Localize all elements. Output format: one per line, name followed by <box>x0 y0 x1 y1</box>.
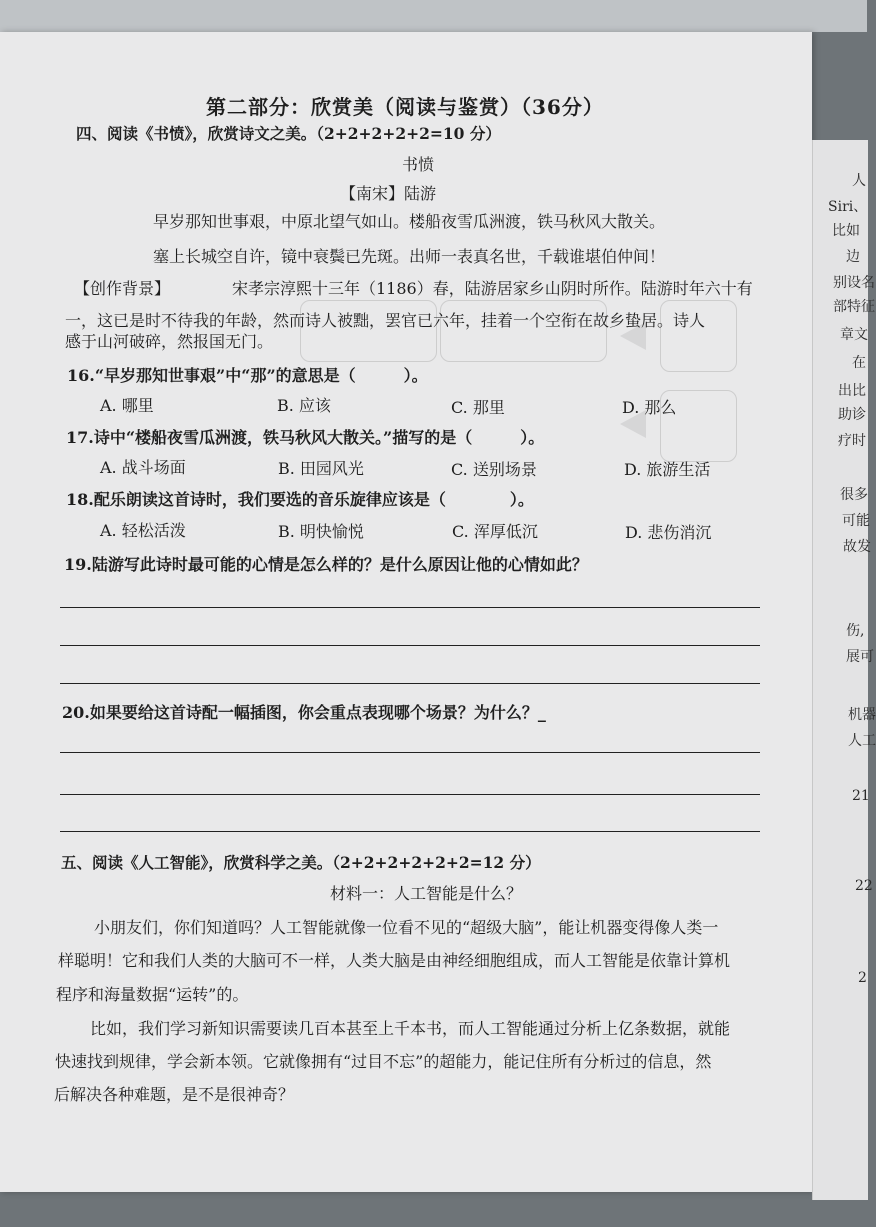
answer-line[interactable] <box>60 683 760 684</box>
margin-fragment: 可能 <box>842 513 870 529</box>
material-title: 材料一：人工智能是什么？ <box>330 884 523 903</box>
background-line-3: 感于山河破碎，然报国无门。 <box>65 332 274 351</box>
margin-fragment: Siri、 <box>828 199 868 215</box>
margin-fragment: 别设名 <box>833 275 875 291</box>
margin-fragment: 疗时 <box>838 433 866 449</box>
section5-heading: 五、阅读《人工智能》，欣赏科学之美。（2+2+2+2+2+2=12 分） <box>61 853 541 872</box>
show-through-box <box>300 300 437 362</box>
para1-line-2: 样聪明！它和我们人类的大脑可不一样，人类大脑是由神经细胞组成，而人工智能是依靠计算机 <box>58 951 731 970</box>
background-label: 【创作背景】 <box>74 279 171 298</box>
poem-author: 【南宋】陆游 <box>340 184 437 203</box>
margin-fragment: 22 <box>855 878 873 894</box>
margin-fragment: 助诊 <box>838 407 866 423</box>
answer-line[interactable] <box>60 794 760 795</box>
margin-fragment: 章文 <box>840 327 868 343</box>
margin-fragment: 出比 <box>838 383 866 399</box>
poem-line-1: 早岁那知世事艰，中原北望气如山。楼船夜雪瓜洲渡，铁马秋风大散关。 <box>153 212 666 231</box>
answer-line[interactable] <box>60 645 760 646</box>
question-18: 18.配乐朗读这首诗时，我们要选的音乐旋律应该是（ ）。 <box>66 490 534 509</box>
margin-fragment: 在 <box>852 355 866 371</box>
answer-line[interactable] <box>60 607 760 608</box>
q18-option-a: A. 轻松活泼 <box>100 521 186 540</box>
answer-line[interactable] <box>60 831 760 832</box>
q18-option-b: B. 明快愉悦 <box>278 522 364 541</box>
margin-fragment: 21 <box>852 788 870 804</box>
margin-fragment: 很多 <box>840 487 868 503</box>
margin-fragment: 2 <box>858 970 867 986</box>
margin-fragment: 机器 <box>848 707 876 723</box>
margin-fragment: 故发 <box>843 539 871 555</box>
background-line-1: 宋孝宗淳熙十三年（1186）春，陆游居家乡山阴时所作。陆游时年六十有 <box>232 279 753 298</box>
q17-option-b: B. 田园风光 <box>278 459 364 478</box>
poem-title: 书愤 <box>402 155 435 174</box>
margin-fragment: 比如 <box>832 223 860 239</box>
q18-option-c: C. 浑厚低沉 <box>452 522 538 541</box>
q17-option-a: A. 战斗场面 <box>100 458 186 477</box>
margin-fragment: 部特征 <box>833 299 875 315</box>
margin-fragment: 人工 <box>848 733 876 749</box>
answer-line[interactable] <box>60 752 760 753</box>
para2-line-3: 后解决各种难题，是不是很神奇？ <box>54 1085 295 1104</box>
show-through-box <box>440 300 607 362</box>
background-strip <box>0 0 867 32</box>
exam-page <box>0 32 812 1192</box>
para2-line-1: 比如，我们学习新知识需要读几百本甚至上千本书，而人工智能通过分析上亿条数据，就能 <box>90 1019 731 1038</box>
q17-option-d: D. 旅游生活 <box>624 460 711 479</box>
question-20: 20.如果要给这首诗配一幅插图，你会重点表现哪个场景？为什么？_ <box>62 703 546 722</box>
q16-option-d: D. 那么 <box>622 398 677 417</box>
q16-option-a: A. 哪里 <box>100 396 154 415</box>
para2-line-2: 快速找到规律，学会新本领。它就像拥有“过目不忘”的超能力，能记住所有分析过的信息，然 <box>55 1052 712 1071</box>
margin-fragment: 边 <box>846 249 860 265</box>
question-17: 17.诗中“楼船夜雪瓜洲渡，铁马秋风大散关。”描写的是（ ）。 <box>66 428 545 447</box>
q16-option-b: B. 应该 <box>277 396 331 415</box>
q17-option-c: C. 送别场景 <box>451 460 537 479</box>
section4-heading: 四、阅读《书愤》，欣赏诗文之美。（2+2+2+2+2=10 分） <box>76 124 501 143</box>
margin-fragment: 人 <box>852 173 866 189</box>
q16-option-c: C. 那里 <box>451 398 505 417</box>
background-line-2: 一，这已是时不待我的年龄，然而诗人被黜，罢官已六年，挂着一个空衔在故乡蛰居。诗人 <box>65 311 706 330</box>
margin-fragment: 伤, <box>846 623 865 639</box>
para1-line-3: 程序和海量数据“运转”的。 <box>56 985 249 1004</box>
question-16: 16.“早岁那知世事艰”中“那”的意思是（ ）。 <box>67 366 428 385</box>
question-19: 19.陆游写此诗时最可能的心情是怎么样的？是什么原因让他的心情如此？ <box>64 555 588 574</box>
q18-option-d: D. 悲伤消沉 <box>625 523 712 542</box>
margin-fragment: 展可 <box>846 649 874 665</box>
part-title: 第二部分：欣赏美（阅读与鉴赏）（36分） <box>206 95 604 119</box>
poem-line-2: 塞上长城空自许，镜中衰鬓已先斑。出师一表真名世，千载谁堪伯仲间！ <box>153 247 666 266</box>
para1-line-1: 小朋友们，你们知道吗？人工智能就像一位看不见的“超级大脑”，能让机器变得像人类一 <box>94 918 719 937</box>
